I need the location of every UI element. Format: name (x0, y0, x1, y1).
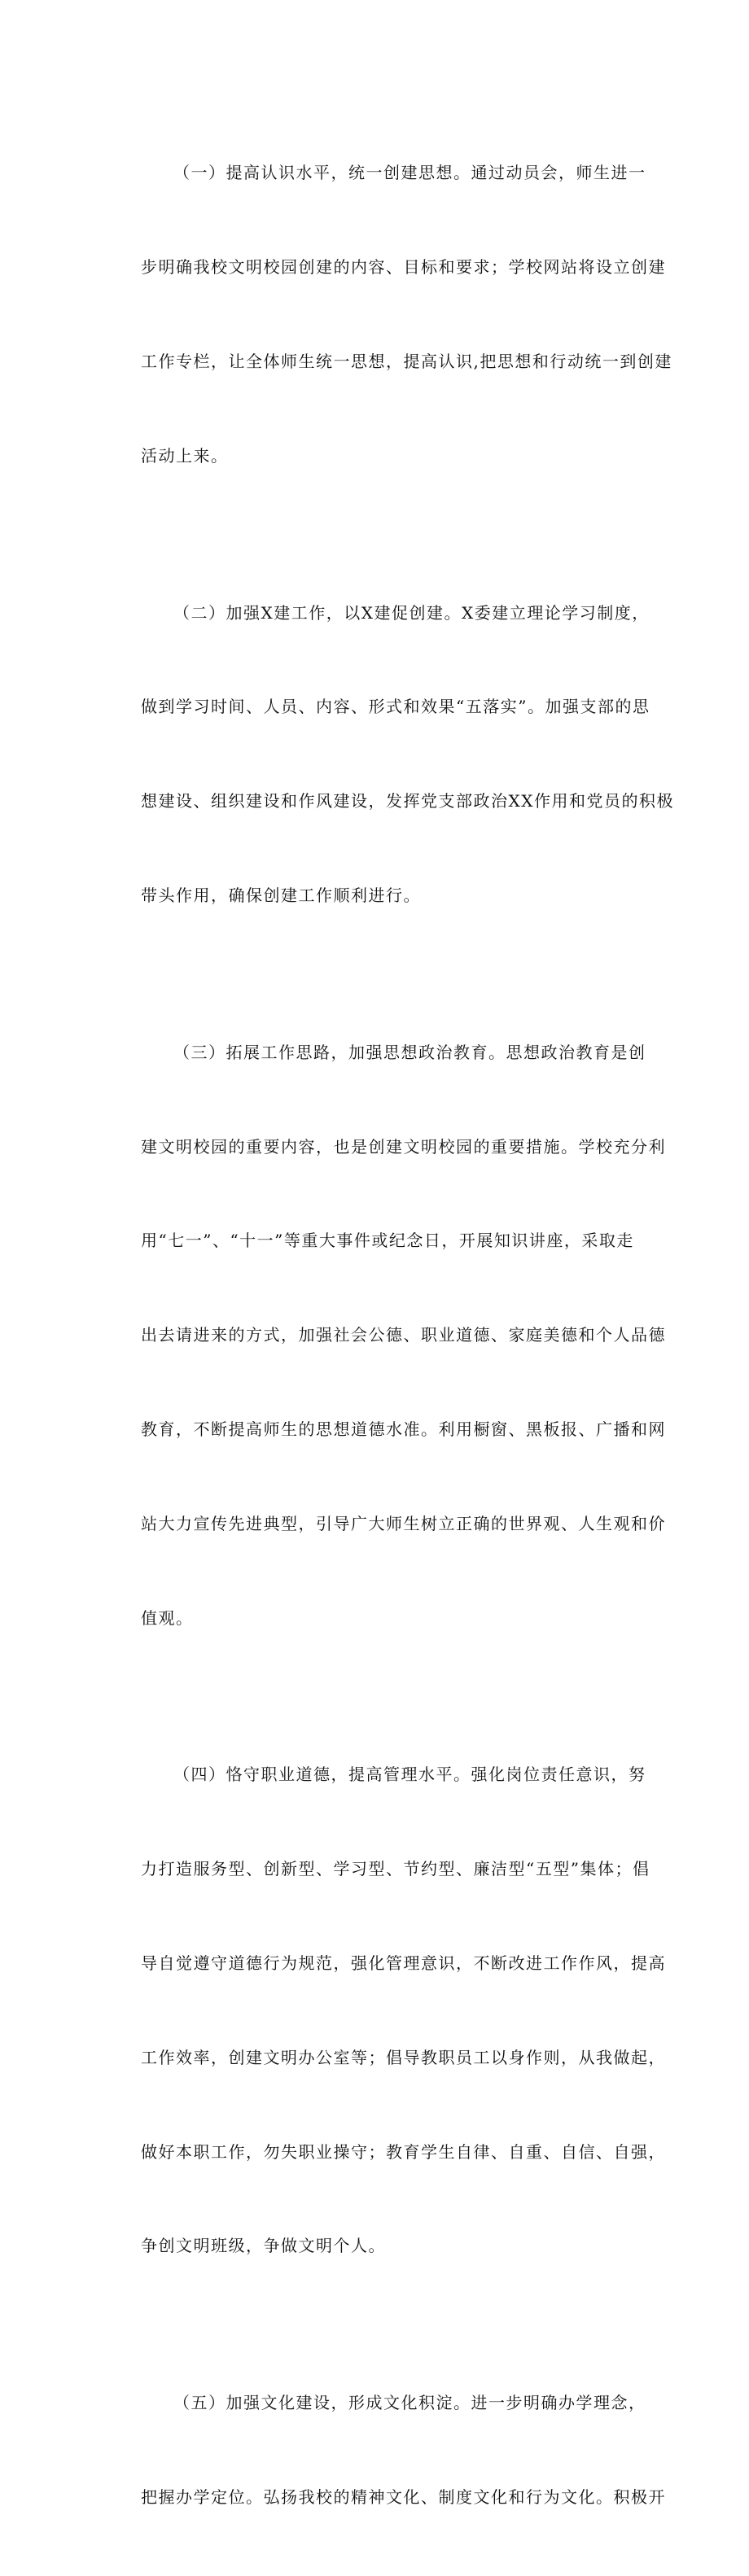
text-line: （二）加强X建工作，以X建促创建。X委建立理论学习制度， (173, 602, 650, 623)
text-line: 工作效率，创建文明办公室等；倡导教职员工以身作则，从我做起， (141, 2047, 666, 2067)
text-line: 建文明校园的重要内容，也是创建文明校园的重要措施。学校充分利 (141, 1136, 666, 1157)
text-line: 活动上来。 (141, 445, 229, 466)
document-body (108, 94, 674, 2576)
paragraph-2 (108, 534, 674, 973)
text-line: （一）提高认识水平，统一创建思想。通过动员会，师生进一 (173, 163, 646, 183)
paragraph-4 (108, 1696, 666, 2325)
text-line: 想建设、组织建设和作风建设，发挥党支部政治XX作用和党员的积极 (141, 791, 674, 811)
text-line: 争创文明班级，争做文明个人。 (141, 2236, 386, 2256)
paragraph-3 (108, 974, 666, 1697)
text-line: 出去请进来的方式，加强社会公德、职业道德、家庭美德和个人品德 (141, 1325, 666, 1345)
text-line: 用“七一”、“十一”等重大事件或纪念日，开展知识讲座，采取走 (141, 1231, 634, 1251)
text-line: 步明确我校文明校园创建的内容、目标和要求；学校网站将设立创建 (141, 256, 666, 277)
text-line: 工作专栏，让全体师生统一思想，提高认识,把思想和行动统一到创建 (141, 351, 672, 371)
text-line: 做好本职工作，勿失职业操守；教育学生自律、自重、自信、自强， (141, 2141, 666, 2162)
text-line: 带头作用，确保创建工作顺利进行。 (141, 885, 421, 905)
paragraph-1 (108, 94, 672, 534)
text-line: 力打造服务型、创新型、学习型、节约型、廉洁型“五型”集体；倡 (141, 1859, 650, 1879)
paragraph-5 (108, 2325, 666, 2576)
text-line: 把握办学定位。弘扬我校的精神文化、制度文化和行为文化。积极开 (141, 2487, 666, 2508)
text-line: 导自觉遵守道德行为规范，强化管理意识，不断改进工作作风，提高 (141, 1953, 666, 1974)
text-line: 做到学习时间、人员、内容、形式和效果“五落实”。加强支部的思 (141, 697, 650, 717)
text-line: （四）恪守职业道德，提高管理水平。强化岗位责任意识，努 (173, 1765, 646, 1785)
text-line: （三）拓展工作思路，加强思想政治教育。思想政治教育是创 (173, 1042, 646, 1062)
text-line: 站大力宣传先进典型，引导广大师生树立正确的世界观、人生观和价 (141, 1513, 666, 1533)
text-line: 值观。 (141, 1607, 194, 1628)
text-line: （五）加强文化建设，形成文化积淀。进一步明确办学理念， (173, 2393, 646, 2413)
text-line: 教育，不断提高师生的思想道德水准。利用橱窗、黑板报、广播和网 (141, 1419, 666, 1439)
